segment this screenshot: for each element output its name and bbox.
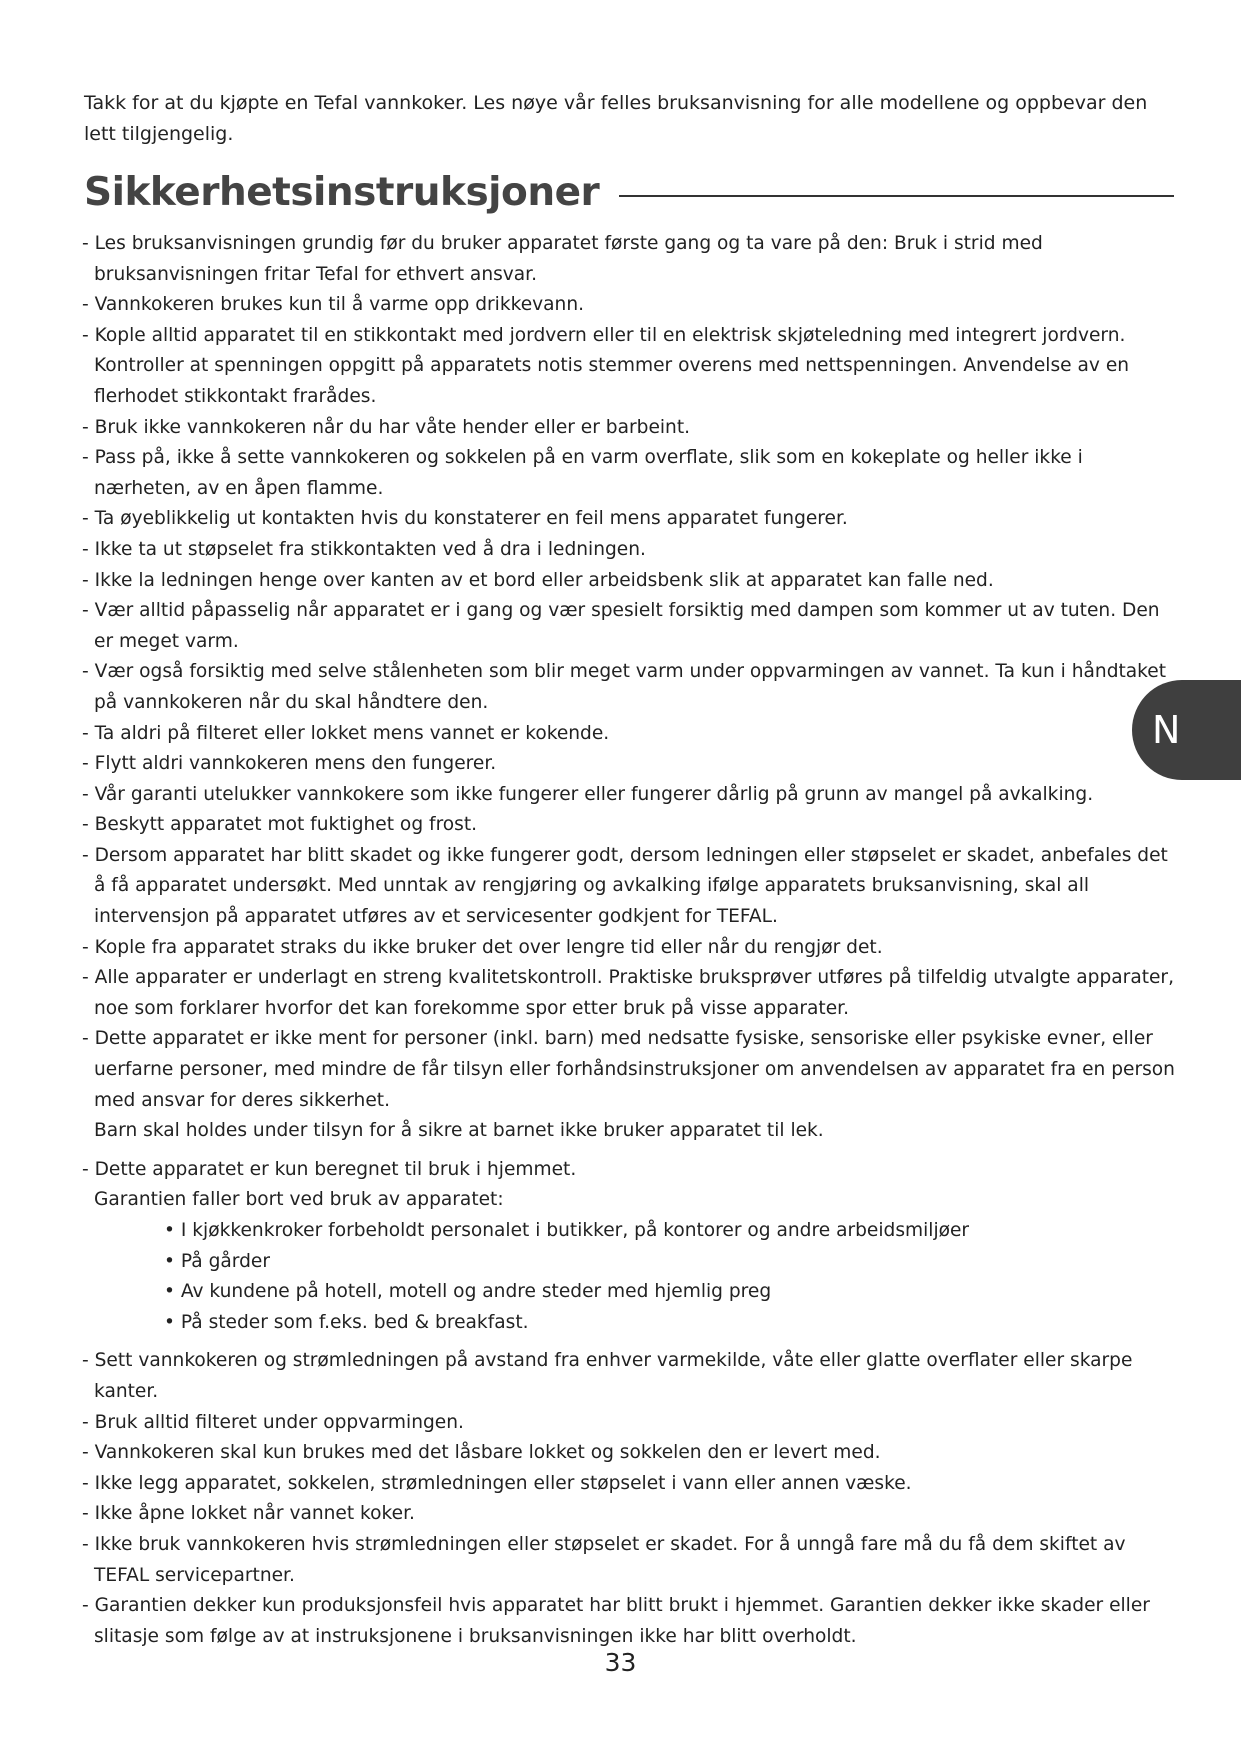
safety-item: - Vår garanti utelukker vannkokere som ikke fungerer eller fungerer dårlig på grunn av mangel på avkalking. bbox=[82, 783, 1094, 805]
safety-list bbox=[82, 229, 1177, 1652]
safety-item: - Ta øyeblikkelig ut kontakten hvis du konstaterer en feil mens apparatet fungerer. bbox=[82, 508, 848, 530]
safety-item: - Ikke bruk vannkokeren hvis strømledningen eller støpselet er skadet. For å unngå fare må du få dem skiftet av TEFAL servicepartner. bbox=[82, 1533, 1126, 1586]
safety-item: - Vannkokeren skal kun brukes med det låsbare lokket og sokkelen den er levert med. bbox=[82, 1442, 881, 1464]
safety-item: - Bruk alltid filteret under oppvarmingen. bbox=[82, 1411, 464, 1433]
safety-item: - Alle apparater er underlagt en streng kvalitetskontroll. Praktiske bruksprøver utføres på tilfeldig utvalgte apparater, noe som forklarer hvorfor det kan forekomme spor etter bruk på visse apparater. bbox=[82, 967, 1174, 1019]
safety-item: - Vær også forsiktig med selve stålenheten som blir meget varm under oppvarmingen av vannet. Ta kun i håndtaket på vannkokeren når du skal håndtere den. bbox=[82, 661, 1167, 713]
safety-item: - Dersom apparatet har blitt skadet og ikke fungerer godt, dersom ledningen eller støpselet er skadet, anbefales det å få apparatet undersøkt. Med unntak av rengjøring og avkalking ifølge apparatets bruksanvisning, skal all intervensjon på apparatet utføres av et servicesenter godkjent for TEFAL. bbox=[82, 844, 1168, 928]
safety-item: - Pass på, ikke å sette vannkokeren og sokkelen på en varm overflate, slik som en kokeplate og heller ikke i nærheten, av en åpen flamme. bbox=[82, 447, 1083, 499]
safety-item: - Flytt aldri vannkokeren mens den fungerer. bbox=[82, 753, 497, 775]
safety-item: - Vannkokeren brukes kun til å varme opp drikkevann. bbox=[82, 294, 585, 316]
children-item-text: - Dette apparatet er ikke ment for personer (inkl. barn) med nedsatte fysiske, sensoriske eller psykiske evner, eller uerfarne personer, med mindre de får tilsyn eller forhåndsinstruksjoner om anvendelsen av apparatet fra en person med ansvar for deres sikkerhet. bbox=[82, 1028, 1175, 1111]
safety-item: - Ta aldri på filteret eller lokket mens vannet er kokende. bbox=[82, 722, 610, 744]
home-bullets-wrapper bbox=[82, 1216, 1177, 1338]
safety-item: - Ikke ta ut støpselet fra stikkontakten ved å dra i ledningen. bbox=[82, 538, 646, 560]
safety-item: - Ikke legg apparatet, sokkelen, strømledningen eller støpselet i vann eller annen væske. bbox=[82, 1472, 912, 1494]
safety-item: - Ikke la ledningen henge over kanten av et bord eller arbeidsbenk slik at apparatet kan falle ned. bbox=[82, 569, 994, 591]
language-tab bbox=[1132, 680, 1241, 780]
intro-text: Takk for at du kjøpte en Tefal vannkoker. Les nøye vår felles bruksanvisning for alle modellene og oppbevar den lett tilgjengelig. bbox=[84, 92, 1148, 145]
safety-item: - Les bruksanvisningen grundig før du bruker apparatet første gang og ta vare på den: Bruk i strid med bruksanvisningen fritar Tefal for ethvert ansvar. bbox=[82, 233, 1043, 285]
page-number: 33 bbox=[604, 1648, 637, 1677]
heading-rule bbox=[619, 195, 1174, 197]
home-note: Garantien faller bort ved bruk av apparatet: bbox=[94, 1189, 504, 1211]
safety-item: - Sett vannkokeren og strømledningen på avstand fra enhver varmekilde, våte eller glatte overflater eller skarpe kanter. bbox=[82, 1350, 1133, 1402]
safety-item: - Beskytt apparatet mot fuktighet og frost. bbox=[82, 814, 478, 836]
language-tab-label: N bbox=[1152, 708, 1181, 752]
section-heading: Sikkerhetsinstruksjoner bbox=[84, 169, 600, 215]
home-bullet-list bbox=[164, 1216, 1177, 1338]
safety-item: - Kople alltid apparatet til en stikkontakt med jordvern eller til en elektrisk skjøteledning med integrert jordvern. Kontroller at spenningen oppgitt på apparatets notis stemmer overens med nettspenningen. Anvendelse av en flerhodet stikkontakt frarådes. bbox=[82, 324, 1130, 407]
home-bullet: • I kjøkkenkroker forbeholdt personalet i butikker, på kontorer og andre arbeidsmiljøer bbox=[164, 1216, 1177, 1247]
safety-item: - Garantien dekker kun produksjonsfeil hvis apparatet har blitt brukt i hjemmet. Garantien dekker ikke skader eller slitasje som følge av at instruksjonene i bruksanvisningen ikke har blitt overholdt. bbox=[82, 1595, 1150, 1647]
home-bullet: • På gårder bbox=[164, 1247, 1177, 1278]
safety-item: - Ikke åpne lokket når vannet koker. bbox=[82, 1503, 415, 1525]
section-heading-row bbox=[84, 168, 1174, 216]
safety-item-home-use bbox=[82, 1155, 1177, 1216]
home-bullet: • Av kundene på hotell, motell og andre steder med hjemlig preg bbox=[164, 1277, 1177, 1308]
home-item-text: - Dette apparatet er kun beregnet til bruk i hjemmet. bbox=[82, 1158, 577, 1180]
safety-item: - Vær alltid påpasselig når apparatet er i gang og vær spesielt forsiktig med dampen som kommer ut av tuten. Den er meget varm. bbox=[82, 600, 1160, 652]
home-bullet: • På steder som f.eks. bed & breakfast. bbox=[164, 1308, 1177, 1339]
children-note: Barn skal holdes under tilsyn for å sikre at barnet ikke bruker apparatet til lek. bbox=[94, 1120, 824, 1142]
safety-item: - Bruk ikke vannkokeren når du har våte hender eller er barbeint. bbox=[82, 416, 691, 438]
safety-item-children bbox=[82, 1024, 1177, 1146]
safety-item: - Kople fra apparatet straks du ikke bruker det over lengre tid eller når du rengjør det. bbox=[82, 936, 883, 958]
